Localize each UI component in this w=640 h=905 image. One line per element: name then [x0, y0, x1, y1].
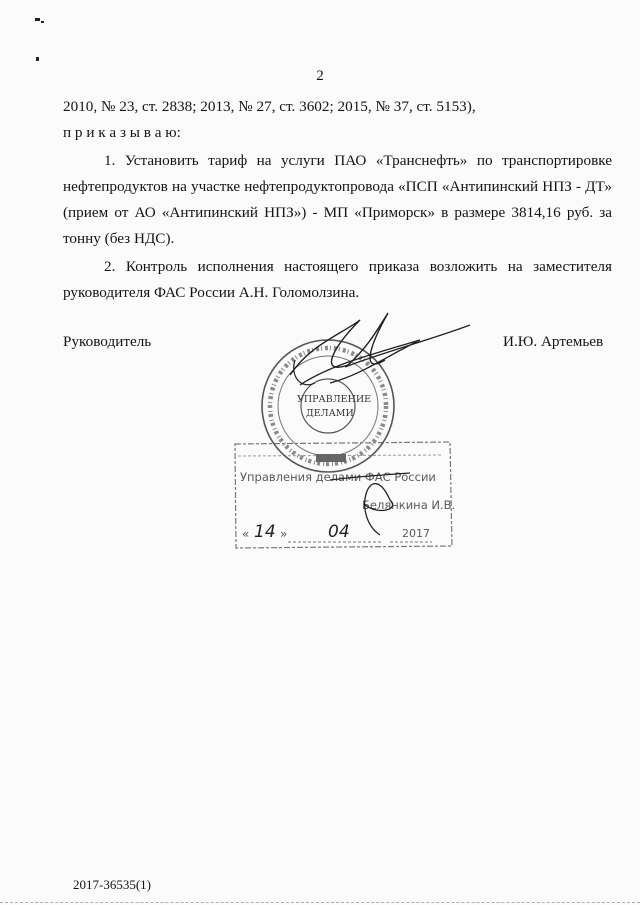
- handwritten-signature: [270, 305, 510, 545]
- scan-mark: [41, 21, 44, 23]
- law-references-line: 2010, № 23, ст. 2838; 2013, № 27, ст. 3602; 2015, № 37, ст. 5153),: [63, 98, 476, 115]
- scan-mark: [36, 57, 39, 61]
- page-number: 2: [316, 68, 324, 84]
- item-1-line-4: тонну (без НДС).: [63, 230, 175, 247]
- signature-position: Руководитель: [63, 333, 152, 350]
- item-1-line-3: (прием от АО «Антипинский НПЗ») - МП «Приморск» в размере 3814,16 руб. за: [63, 204, 612, 221]
- copy-stamp-date-open-quote: «: [242, 527, 250, 541]
- copy-stamp-date-month: 04: [328, 522, 350, 542]
- document-code: 2017-36535(1): [73, 877, 151, 892]
- copy-stamp-date-close-quote: »: [280, 527, 288, 541]
- scan-mark: [35, 18, 40, 21]
- item-2-line-1: 2. Контроль исполнения настоящего приказа возложить на заместителя: [104, 258, 612, 275]
- copy-stamp-line-2: Белянкина И.В.: [362, 498, 456, 512]
- item-1-line-1: 1. Установить тариф на услуги ПАО «Транснефть» по транспортировке: [104, 152, 612, 169]
- copy-stamp-date-day: 14: [254, 522, 276, 542]
- signature-name: И.Ю. Артемьев: [503, 333, 604, 350]
- scan-edge-line: [0, 902, 640, 903]
- item-1-line-2: нефтепродуктов на участке нефтепродуктопровода «ПСП «Антипинский НПЗ - ДТ»: [63, 178, 612, 195]
- seal-center-line-2: ДЕЛАМИ: [306, 408, 354, 419]
- copy-stamp-date-year: 2017: [402, 527, 430, 540]
- copy-stamp-line-1: Управления делами ФАС России: [240, 470, 436, 484]
- seal-center-line-1: УПРАВЛЕНИЕ: [297, 394, 372, 405]
- item-2-line-2: руководителя ФАС России А.Н. Голомолзина.: [63, 284, 360, 301]
- order-word: п р и к а з ы в а ю:: [63, 124, 181, 141]
